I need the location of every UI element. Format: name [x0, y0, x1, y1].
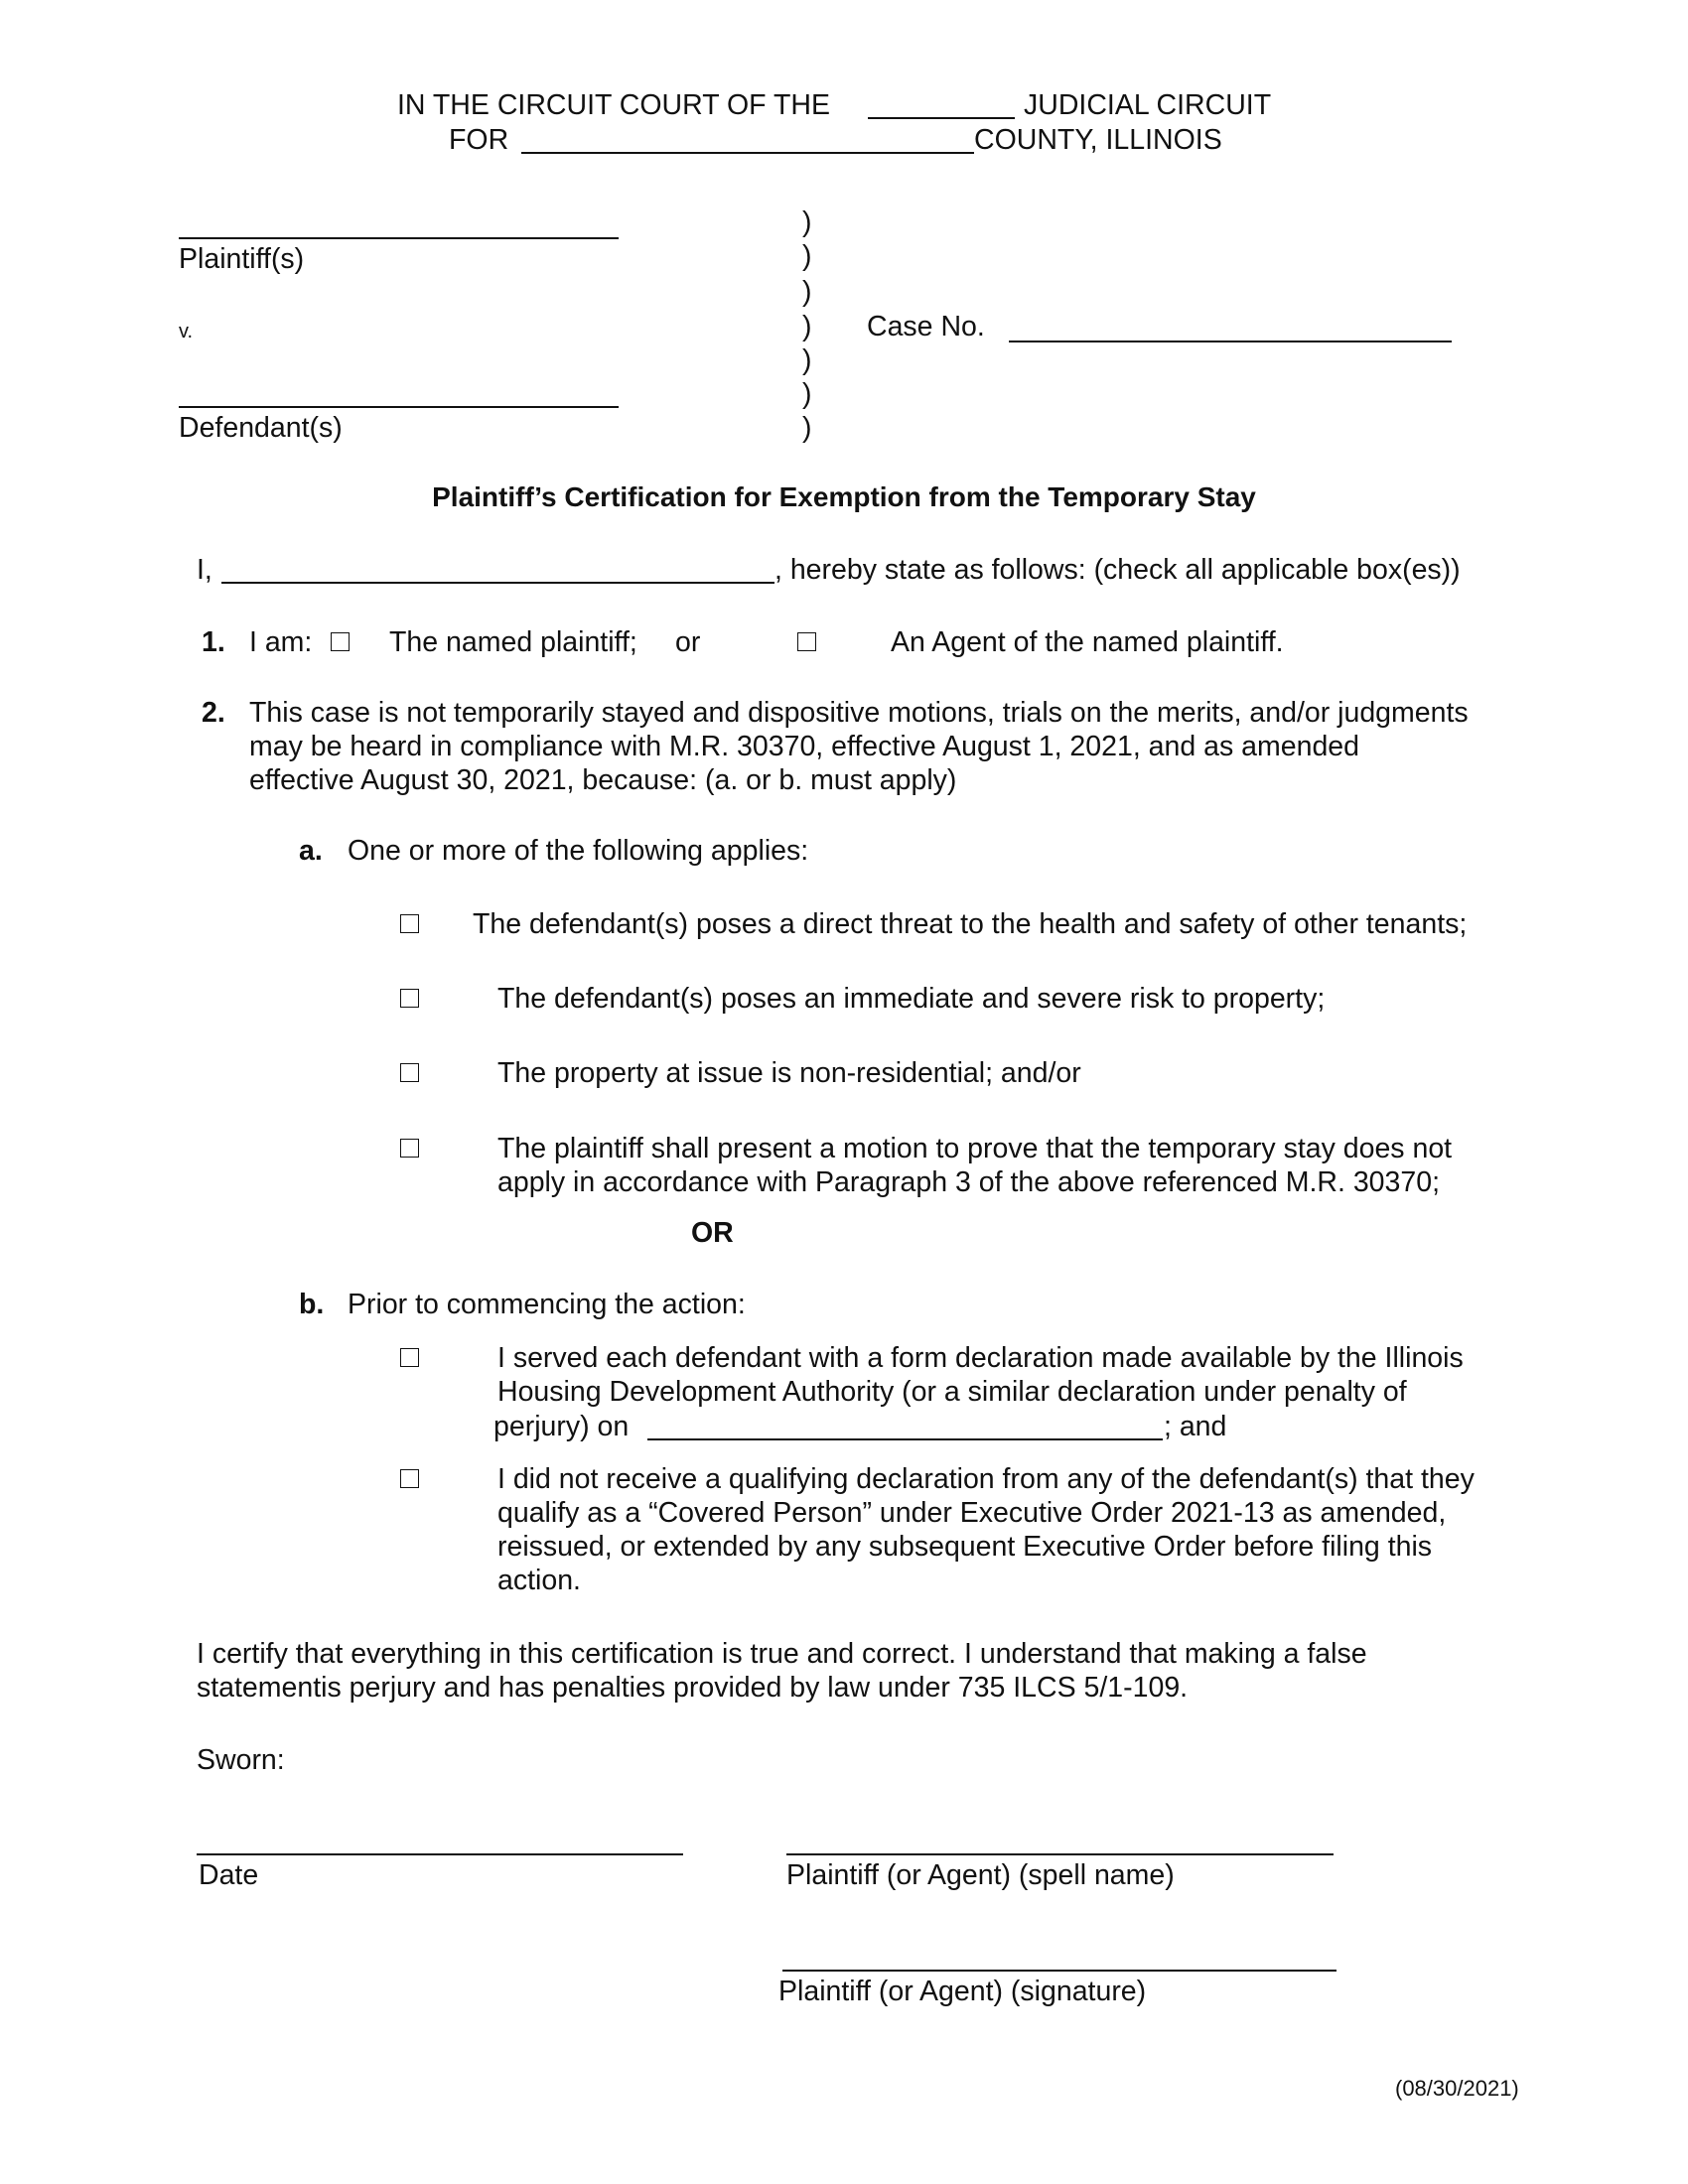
plaintiff-name-line[interactable] [179, 237, 619, 239]
section-b-heading: Prior to commencing the action: [348, 1289, 746, 1320]
property-risk-checkbox[interactable] [400, 989, 419, 1008]
signature-line[interactable] [782, 1970, 1336, 1972]
item2-number: 2. [202, 697, 225, 729]
header-county: COUNTY, ILLINOIS [974, 124, 1222, 156]
declarant-name-field[interactable] [221, 582, 774, 584]
caption-paren: ) [802, 412, 812, 444]
date-label: Date [199, 1859, 259, 1891]
served-date-prefix: perjury) on [493, 1411, 630, 1442]
direct-threat-label: The defendant(s) poses a direct threat to the health and safety of other tenants; [473, 908, 1468, 940]
header-court-prefix: IN THE CIRCUIT COURT OF THE [397, 89, 830, 121]
no-declaration-label-line: qualify as a “Covered Person” under Executive Order 2021-13 as amended, [497, 1497, 1447, 1529]
property-risk-label: The defendant(s) poses an immediate and severe risk to property; [497, 983, 1326, 1015]
defendant-label: Defendant(s) [179, 412, 343, 444]
case-no-field[interactable] [1009, 341, 1452, 342]
case-no-label: Case No. [867, 311, 985, 342]
caption-paren: ) [802, 378, 812, 410]
signature-label: Plaintiff (or Agent) (signature) [778, 1976, 1147, 2007]
named-plaintiff-checkbox[interactable] [331, 632, 350, 651]
county-blank[interactable] [521, 152, 974, 154]
spell-name-signature-line[interactable] [786, 1853, 1334, 1855]
certification-line: I certify that everything in this certification is true and correct. I understand that making a false [197, 1638, 1367, 1670]
served-date-field[interactable] [647, 1438, 1163, 1440]
intro-suffix: , hereby state as follows: (check all applicable box(es)) [774, 554, 1461, 586]
caption-paren: ) [802, 276, 812, 308]
item2-text-line: may be heard in compliance with M.R. 30370, effective August 1, 2021, and as amended [249, 731, 1359, 762]
sworn-label: Sworn: [197, 1744, 285, 1776]
or-divider: OR [691, 1217, 734, 1249]
page-title: Plaintiff’s Certification for Exemption from the Temporary Stay [432, 481, 1256, 512]
no-declaration-label-line: action. [497, 1565, 581, 1596]
agent-checkbox[interactable] [797, 632, 816, 651]
named-plaintiff-label: The named plaintiff; [389, 626, 637, 658]
no-declaration-label-line: reissued, or extended by any subsequent Executive Order before filing this [497, 1531, 1433, 1563]
no-declaration-label-line: I did not receive a qualifying declaration from any of the defendant(s) that they [497, 1463, 1475, 1495]
direct-threat-checkbox[interactable] [400, 914, 419, 933]
non-residential-checkbox[interactable] [400, 1063, 419, 1082]
item1-or-label: or [675, 626, 701, 658]
section-b-letter: b. [299, 1289, 325, 1320]
section-a-heading: One or more of the following applies: [348, 835, 809, 867]
motion-label-line: The plaintiff shall present a motion to prove that the temporary stay does not [497, 1133, 1453, 1164]
defendant-name-line[interactable] [179, 406, 619, 408]
agent-label: An Agent of the named plaintiff. [891, 626, 1284, 658]
section-a-letter: a. [299, 835, 323, 867]
served-declaration-label-line: Housing Development Authority (or a similar declaration under penalty of [497, 1376, 1407, 1408]
date-signature-line[interactable] [197, 1853, 683, 1855]
header-for: FOR [449, 124, 509, 156]
item1-lead: I am: [249, 626, 313, 658]
served-declaration-label-line: I served each defendant with a form declaration made available by the Illinois [497, 1342, 1464, 1374]
caption-paren: ) [802, 344, 812, 376]
motion-checkbox[interactable] [400, 1139, 419, 1158]
caption-paren: ) [802, 206, 812, 238]
non-residential-label: The property at issue is non-residential; and/or [497, 1057, 1081, 1089]
item2-text-line: This case is not temporarily stayed and dispositive motions, trials on the merits, and/or judgments [249, 697, 1469, 729]
versus-label: v. [179, 321, 194, 342]
spell-name-label: Plaintiff (or Agent) (spell name) [786, 1859, 1175, 1891]
item1-number: 1. [202, 626, 225, 658]
motion-label-line: apply in accordance with Paragraph 3 of the above referenced M.R. 30370; [497, 1166, 1441, 1198]
intro-prefix: I, [197, 554, 212, 586]
item2-text-line: effective August 30, 2021, because: (a. or b. must apply) [249, 764, 957, 796]
no-declaration-checkbox[interactable] [400, 1469, 419, 1488]
served-date-suffix: ; and [1164, 1411, 1227, 1442]
certification-line: statementis perjury and has penalties provided by law under 735 ILCS 5/1-109. [197, 1672, 1189, 1704]
caption-paren: ) [802, 311, 812, 342]
header-court-suffix: JUDICIAL CIRCUIT [1024, 89, 1272, 121]
caption-paren: ) [802, 240, 812, 272]
served-declaration-checkbox[interactable] [400, 1348, 419, 1367]
plaintiff-label: Plaintiff(s) [179, 243, 305, 275]
judicial-circuit-blank[interactable] [868, 117, 1015, 119]
form-revision-date: (08/30/2021) [1395, 2076, 1519, 2101]
